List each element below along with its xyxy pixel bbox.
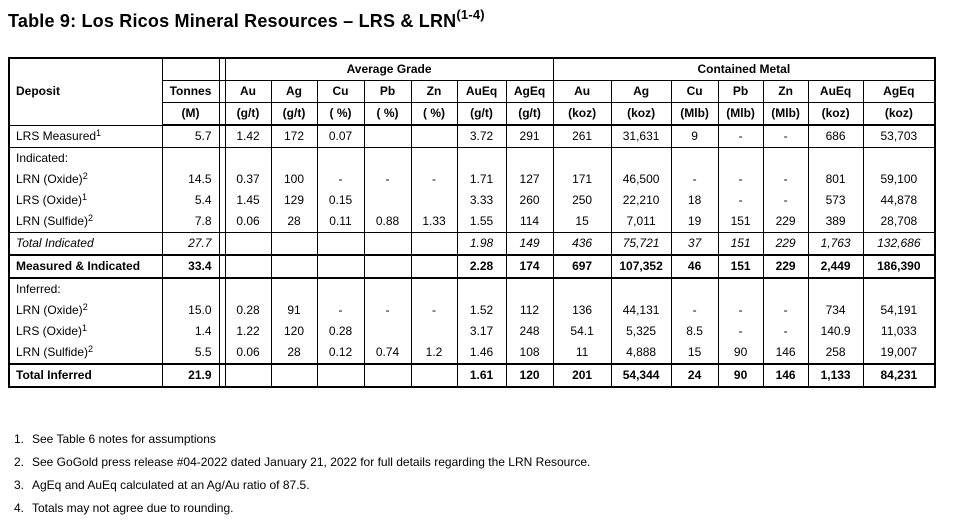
cell-metal-aueq: 140.9 [808,321,863,342]
deposit-name: Total Inferred [16,368,92,382]
cell-grade-ag [271,364,317,387]
cell-metal-ageq: 132,686 [863,233,935,256]
cell-metal-au: 436 [553,233,611,256]
cell-metal-au: 136 [553,300,611,321]
cell-metal-zn: - [763,190,808,211]
cell-metal-ageq: 59,100 [863,169,935,190]
cell-tonnes: 7.8 [162,211,219,233]
cell-grade-au [225,233,271,256]
cell-metal-zn: - [763,169,808,190]
cell-grade-ag: 172 [271,125,317,148]
cell-metal-au: 201 [553,364,611,387]
cell-metal-zn: 229 [763,233,808,256]
cell-grade-zn [411,125,457,148]
cell-metal-pb: - [718,190,763,211]
cell-grade-aueq: 3.33 [457,190,506,211]
cell-metal-zn: - [763,300,808,321]
table-row [9,148,935,170]
table-row [9,169,935,190]
deposit-footnote-ref: 2 [88,344,94,354]
cell-grade-ag: 100 [271,169,317,190]
cell-deposit [9,364,162,387]
cell-grade-cu: - [317,300,364,321]
cell-grade-pb [364,321,411,342]
cell-grade-pb [364,364,411,387]
footnote-number: 3. [14,478,25,492]
header-metal-unit-zn: (Mlb) [763,103,808,126]
header-grade-pb: Pb [364,81,411,103]
cell-grade-cu: - [317,169,364,190]
header-tonnes: Tonnes [162,81,219,103]
cell-metal-aueq: 734 [808,300,863,321]
cell-grade-au: 1.45 [225,190,271,211]
footnote [8,500,947,523]
deposit-footnote-ref: 2 [82,171,88,181]
cell-deposit [9,148,162,170]
cell-grade-au: 1.22 [225,321,271,342]
cell-grade-zn [411,278,457,300]
cell-metal-cu: 8.5 [671,321,718,342]
cell-metal-cu: - [671,169,718,190]
cell-metal-aueq: 573 [808,190,863,211]
cell-grade-ag [271,148,317,170]
cell-grade-aueq [457,148,506,170]
cell-grade-cu [317,255,364,278]
deposit-name: Measured & Indicated [16,259,141,273]
cell-grade-ageq: 120 [506,364,553,387]
cell-metal-aueq [808,278,863,300]
cell-grade-pb [364,190,411,211]
cell-grade-au: 0.06 [225,342,271,364]
cell-metal-ageq: 44,878 [863,190,935,211]
cell-deposit [9,278,162,300]
cell-grade-cu [317,233,364,256]
cell-metal-ag: 107,352 [611,255,671,278]
cell-grade-aueq: 3.72 [457,125,506,148]
cell-metal-cu: 24 [671,364,718,387]
cell-tonnes: 5.5 [162,342,219,364]
cell-grade-pb [364,278,411,300]
cell-deposit [9,190,162,211]
table-row [9,190,935,211]
cell-metal-aueq: 258 [808,342,863,364]
cell-grade-ag: 91 [271,300,317,321]
cell-metal-pb: 90 [718,364,763,387]
cell-grade-pb: 0.88 [364,211,411,233]
cell-grade-aueq: 1.55 [457,211,506,233]
title-superscript: (1-4) [456,7,485,22]
cell-grade-zn [411,148,457,170]
cell-metal-ag [611,148,671,170]
header-grade-cu: Cu [317,81,364,103]
cell-grade-ageq: 114 [506,211,553,233]
cell-metal-au: 697 [553,255,611,278]
header-tonnes-top [162,58,219,81]
cell-metal-ageq [863,278,935,300]
cell-metal-cu: - [671,300,718,321]
cell-metal-ag: 44,131 [611,300,671,321]
header-metal-unit-aueq: (koz) [808,103,863,126]
cell-tonnes [162,278,219,300]
header-tonnes-unit: (M) [162,103,219,126]
cell-metal-au [553,278,611,300]
cell-grade-cu: 0.11 [317,211,364,233]
footnote-text: See GoGold press release #04-2022 dated January 21, 2022 for full details regarding the LRN Resource. [32,455,591,469]
deposit-footnote-ref: 1 [96,127,102,138]
cell-grade-ageq: 149 [506,233,553,256]
cell-grade-aueq: 3.17 [457,321,506,342]
cell-grade-pb [364,233,411,256]
deposit-name: LRN (Sulfide) [16,345,89,359]
cell-metal-pb: - [718,321,763,342]
cell-grade-ag: 129 [271,190,317,211]
deposit-footnote-ref: 2 [88,213,94,223]
cell-tonnes: 5.7 [162,125,219,148]
table-header [9,58,935,125]
cell-deposit [9,321,162,342]
cell-grade-ageq: 248 [506,321,553,342]
cell-metal-pb: 151 [718,233,763,256]
header-grade-unit-pb: ( %) [364,103,411,126]
deposit-footnote-ref: 2 [82,302,88,312]
header-metal-unit-ageq: (koz) [863,103,935,126]
cell-grade-au [225,148,271,170]
cell-grade-au: 0.28 [225,300,271,321]
table-row [9,278,935,300]
cell-tonnes: 1.4 [162,321,219,342]
cell-metal-cu: 37 [671,233,718,256]
cell-grade-aueq: 1.71 [457,169,506,190]
cell-metal-pb: - [718,300,763,321]
header-metal-unit-au: (koz) [553,103,611,126]
cell-tonnes: 15.0 [162,300,219,321]
cell-metal-aueq: 389 [808,211,863,233]
cell-grade-ag [271,255,317,278]
cell-grade-ageq [506,278,553,300]
header-metal-aueq: AuEq [808,81,863,103]
cell-grade-pb: 0.74 [364,342,411,364]
cell-metal-cu: 19 [671,211,718,233]
cell-deposit [9,342,162,364]
cell-metal-ag: 46,500 [611,169,671,190]
header-metal-cu: Cu [671,81,718,103]
cell-grade-ageq: 108 [506,342,553,364]
table-row [9,255,935,278]
deposit-name: LRS (Oxide) [16,193,83,207]
deposit-footnote-ref: 1 [82,323,88,333]
cell-grade-ageq [506,148,553,170]
header-grade-aueq: AuEq [457,81,506,103]
header-metal-ageq: AgEq [863,81,935,103]
cell-metal-cu: 18 [671,190,718,211]
cell-tonnes: 27.7 [162,233,219,256]
cell-metal-aueq [808,148,863,170]
cell-metal-au: 15 [553,211,611,233]
cell-grade-zn: - [411,169,457,190]
header-grade-ageq: AgEq [506,81,553,103]
cell-grade-pb [364,125,411,148]
cell-metal-cu [671,278,718,300]
deposit-name: LRN (Sulfide) [16,214,89,228]
deposit-name: LRN (Oxide) [16,303,83,317]
cell-grade-ageq: 112 [506,300,553,321]
cell-metal-zn: 229 [763,211,808,233]
cell-metal-ag: 4,888 [611,342,671,364]
cell-metal-zn [763,278,808,300]
cell-metal-ageq: 11,033 [863,321,935,342]
cell-grade-au [225,255,271,278]
header-metal-ag: Ag [611,81,671,103]
header-deposit: Deposit [9,58,162,125]
cell-metal-ag: 5,325 [611,321,671,342]
cell-grade-ag: 120 [271,321,317,342]
footnote [8,454,947,477]
cell-deposit [9,169,162,190]
header-metal-unit-pb: (Mlb) [718,103,763,126]
cell-grade-ag [271,233,317,256]
footnote-text: Totals may not agree due to rounding. [32,501,234,515]
cell-metal-ag: 75,721 [611,233,671,256]
footnote [8,477,947,500]
title-text: Table 9: Los Ricos Mineral Resources – LRS & LRN [8,11,457,31]
footnote [8,431,947,454]
cell-grade-ageq: 260 [506,190,553,211]
table-title [8,8,947,32]
cell-deposit [9,255,162,278]
header-grade-unit-au: (g/t) [225,103,271,126]
mineral-resources-table [8,57,936,388]
cell-metal-aueq: 1,133 [808,364,863,387]
cell-grade-ageq: 291 [506,125,553,148]
cell-metal-aueq: 2,449 [808,255,863,278]
header-row-groups [9,58,935,81]
cell-metal-cu: 15 [671,342,718,364]
header-metal-pb: Pb [718,81,763,103]
cell-grade-au [225,364,271,387]
cell-metal-pb: 151 [718,211,763,233]
cell-tonnes: 5.4 [162,190,219,211]
table-row [9,342,935,364]
cell-grade-aueq: 1.98 [457,233,506,256]
deposit-footnote-ref: 1 [82,192,88,202]
footnote-number: 2. [14,455,25,469]
cell-metal-aueq: 801 [808,169,863,190]
footnote-text: See Table 6 notes for assumptions [32,432,216,446]
cell-grade-cu [317,148,364,170]
cell-metal-ag: 54,344 [611,364,671,387]
cell-metal-pb [718,148,763,170]
cell-metal-au: 250 [553,190,611,211]
header-grade-unit-zn: ( %) [411,103,457,126]
cell-metal-pb: 90 [718,342,763,364]
cell-grade-zn: - [411,300,457,321]
header-contained-metal: Contained Metal [553,58,935,81]
table-row [9,321,935,342]
cell-metal-ag: 7,011 [611,211,671,233]
cell-grade-ag: 28 [271,211,317,233]
cell-metal-ag [611,278,671,300]
cell-metal-pb [718,278,763,300]
deposit-name: Indicated: [16,151,69,165]
header-grade-ag: Ag [271,81,317,103]
cell-metal-cu [671,148,718,170]
cell-grade-au [225,278,271,300]
cell-grade-pb [364,148,411,170]
cell-metal-pb: - [718,169,763,190]
cell-metal-zn: - [763,125,808,148]
cell-grade-au: 0.37 [225,169,271,190]
cell-grade-cu: 0.12 [317,342,364,364]
cell-metal-zn: 229 [763,255,808,278]
cell-grade-pb [364,255,411,278]
header-grade-au: Au [225,81,271,103]
footnote-text: AgEq and AuEq calculated at an Ag/Au ratio of 87.5. [32,478,310,492]
header-grade-zn: Zn [411,81,457,103]
cell-grade-au: 0.06 [225,211,271,233]
header-grade-unit-ageq: (g/t) [506,103,553,126]
cell-metal-ageq: 28,708 [863,211,935,233]
cell-grade-zn [411,233,457,256]
cell-metal-ageq: 54,191 [863,300,935,321]
cell-metal-au: 261 [553,125,611,148]
cell-deposit [9,300,162,321]
cell-grade-zn: 1.2 [411,342,457,364]
cell-grade-cu: 0.28 [317,321,364,342]
deposit-name: LRS (Oxide) [16,324,83,338]
deposit-name: Inferred: [16,282,61,296]
table-row [9,364,935,387]
cell-metal-ageq: 19,007 [863,342,935,364]
cell-tonnes: 21.9 [162,364,219,387]
cell-grade-zn: 1.33 [411,211,457,233]
cell-metal-ag: 31,631 [611,125,671,148]
header-metal-au: Au [553,81,611,103]
cell-grade-cu [317,364,364,387]
header-grade-unit-cu: ( %) [317,103,364,126]
cell-metal-zn: - [763,321,808,342]
cell-metal-cu: 9 [671,125,718,148]
cell-tonnes [162,148,219,170]
cell-grade-ag [271,278,317,300]
cell-grade-pb: - [364,169,411,190]
cell-deposit [9,233,162,256]
cell-grade-aueq: 2.28 [457,255,506,278]
cell-metal-ageq [863,148,935,170]
header-grade-unit-ag: (g/t) [271,103,317,126]
header-average-grade: Average Grade [225,58,553,81]
cell-metal-aueq: 686 [808,125,863,148]
cell-grade-ageq: 127 [506,169,553,190]
cell-metal-au [553,148,611,170]
cell-metal-aueq: 1,763 [808,233,863,256]
deposit-name: LRN (Oxide) [16,172,83,186]
cell-grade-cu [317,278,364,300]
cell-deposit [9,125,162,148]
table-row [9,300,935,321]
cell-metal-ageq: 84,231 [863,364,935,387]
table-row [9,233,935,256]
cell-metal-au: 11 [553,342,611,364]
cell-metal-zn: 146 [763,342,808,364]
cell-grade-zn [411,364,457,387]
cell-metal-au: 54.1 [553,321,611,342]
cell-deposit [9,211,162,233]
cell-grade-cu: 0.07 [317,125,364,148]
cell-grade-zn [411,190,457,211]
header-metal-unit-ag: (koz) [611,103,671,126]
header-metal-unit-cu: (Mlb) [671,103,718,126]
cell-grade-pb: - [364,300,411,321]
cell-grade-cu: 0.15 [317,190,364,211]
cell-grade-aueq [457,278,506,300]
cell-grade-aueq: 1.52 [457,300,506,321]
cell-grade-zn [411,321,457,342]
cell-metal-au: 171 [553,169,611,190]
footnote-number: 4. [14,501,25,515]
cell-metal-ageq: 53,703 [863,125,935,148]
cell-metal-cu: 46 [671,255,718,278]
cell-grade-aueq: 1.61 [457,364,506,387]
cell-metal-ag: 22,210 [611,190,671,211]
deposit-name: Total Indicated [16,236,94,250]
cell-metal-pb: 151 [718,255,763,278]
cell-metal-zn [763,148,808,170]
header-grade-unit-aueq: (g/t) [457,103,506,126]
footnote-number: 1. [14,432,25,446]
table-row [9,125,935,148]
deposit-name: LRS Measured [16,128,97,143]
table-body [9,125,935,387]
footnotes [8,431,947,523]
cell-metal-pb: - [718,125,763,148]
cell-grade-ageq: 174 [506,255,553,278]
table-row [9,211,935,233]
cell-metal-zn: 146 [763,364,808,387]
cell-grade-au: 1.42 [225,125,271,148]
cell-grade-ag: 28 [271,342,317,364]
header-metal-zn: Zn [763,81,808,103]
cell-tonnes: 33.4 [162,255,219,278]
cell-tonnes: 14.5 [162,169,219,190]
cell-grade-zn [411,255,457,278]
cell-grade-aueq: 1.46 [457,342,506,364]
cell-metal-ageq: 186,390 [863,255,935,278]
